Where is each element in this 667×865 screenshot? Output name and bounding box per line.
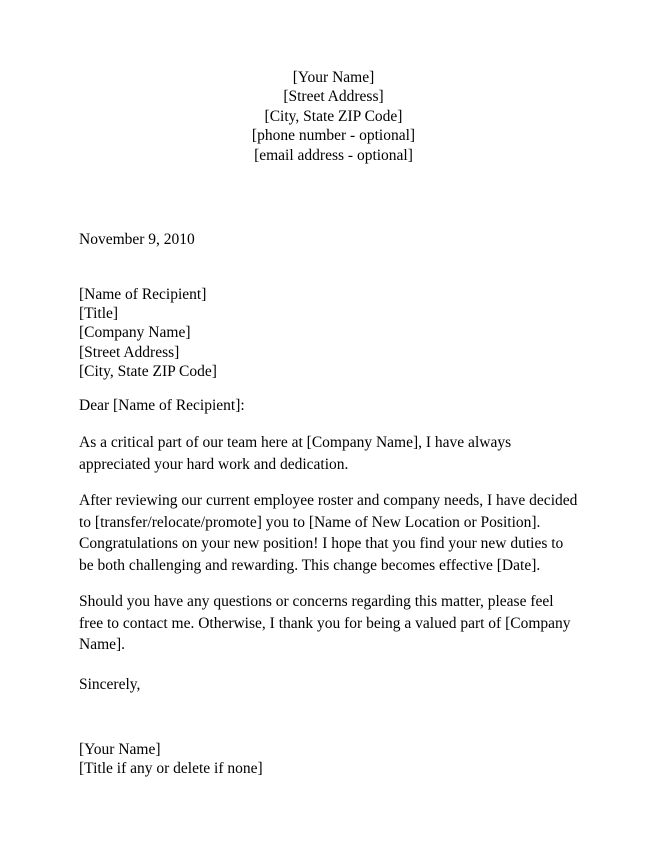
body-paragraph-3: Should you have any questions or concerns regarding this matter, please feel free to contact me. Otherwise, I thank you for being a valued part of [Company Name]. xyxy=(79,593,571,653)
recipient-name: [Name of Recipient] xyxy=(79,286,207,303)
body-paragraph-2: After reviewing our current employee roster and company needs, I have decided to [transfer/relocate/promote] you to [Name of New Location or Position]. Congratulations on your new position! I hope that you find your new duties to be both challenging and rewarding. This change becomes effective [Date]. xyxy=(79,492,578,574)
salutation: Dear [Name of Recipient]: xyxy=(79,397,245,414)
sender-email-address: [email address - optional] xyxy=(254,146,413,164)
signature-name: [Your Name] xyxy=(79,741,161,758)
recipient-title: [Title] xyxy=(79,305,119,323)
sender-street-address: [Street Address] xyxy=(283,88,384,106)
body-paragraph-1: As a critical part of our team here at [Company Name], I have always appreciated your hard work and dedication. xyxy=(79,434,512,473)
salutation-block xyxy=(79,396,576,415)
closing-salutation: Sincerely, xyxy=(79,676,141,693)
recipient-address-block xyxy=(79,285,576,381)
signature-title: [Title if any or delete if none] xyxy=(79,760,263,778)
signature-block xyxy=(79,740,576,778)
body-paragraphs xyxy=(79,432,579,656)
closing-block xyxy=(79,675,576,694)
letter-date-block xyxy=(79,230,576,249)
letter-date: November 9, 2010 xyxy=(79,231,195,248)
sender-address-block xyxy=(0,68,667,165)
recipient-company-name: [Company Name] xyxy=(79,324,191,342)
recipient-city-state-zip: [City, State ZIP Code] xyxy=(79,362,217,380)
sender-name: [Your Name] xyxy=(292,69,375,86)
recipient-street-address: [Street Address] xyxy=(79,343,180,361)
sender-city-state-zip: [City, State ZIP Code] xyxy=(264,107,403,125)
sender-phone-number: [phone number - optional] xyxy=(251,127,416,145)
